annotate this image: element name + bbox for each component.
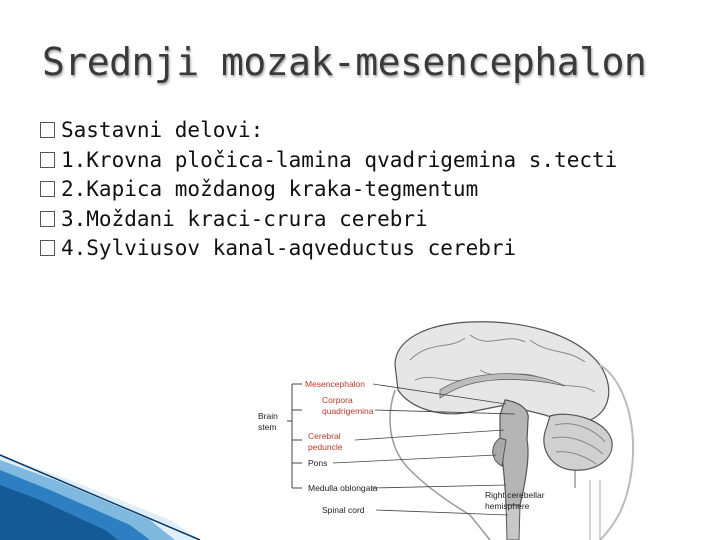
corpora-label: quadrigemina: [322, 406, 374, 416]
bullet-item: [40, 175, 617, 205]
bullet-text: 4.Sylviusov kanal-aqveductus cerebri: [61, 236, 517, 260]
bullet-text: 3.Moždani kraci-crura cerebri: [61, 206, 428, 231]
bullet-text: Sastavni delovi:: [61, 118, 264, 142]
brain-stem-label: stem: [258, 422, 277, 432]
cerebral-peduncle-label: peduncle: [308, 442, 343, 452]
medulla-label: Medulla oblongata: [308, 483, 378, 493]
bullet-text: 2.Kapica moždanog kraka-tegmentum: [61, 177, 479, 201]
bullet-box-icon: [40, 240, 55, 256]
bullet-box-icon: [40, 211, 55, 227]
bullet-item: [40, 234, 617, 264]
bullet-box-icon: [40, 152, 55, 168]
right-cerebellar-label: Right cerebellar: [485, 490, 545, 500]
bullet-item: [40, 205, 617, 235]
bullet-box-icon: [40, 181, 55, 197]
brain-stem-label: Brain: [258, 411, 278, 421]
bullet-text: 1.Krovna pločica-lamina qvadrigemina s.tecti: [61, 147, 618, 172]
cerebral-peduncle-label: Cerebral: [308, 431, 341, 441]
mesencephalon-label: Mesencephalon: [305, 379, 366, 389]
corpora-label: Corpora: [322, 395, 353, 405]
brain-figure: [0, 320, 720, 540]
bullet-item: [40, 116, 617, 146]
slide-title: Srednji mozak-mesencephalon: [42, 40, 647, 84]
spinal-cord-label: Spinal cord: [322, 505, 365, 515]
pons-label: Pons: [308, 458, 328, 468]
corner-wave-decoration: [0, 455, 200, 540]
bullet-box-icon: [40, 122, 55, 138]
right-cerebellar-label: hemisphere: [485, 501, 530, 511]
bullet-item: [40, 146, 617, 176]
bullet-list: [40, 116, 617, 264]
